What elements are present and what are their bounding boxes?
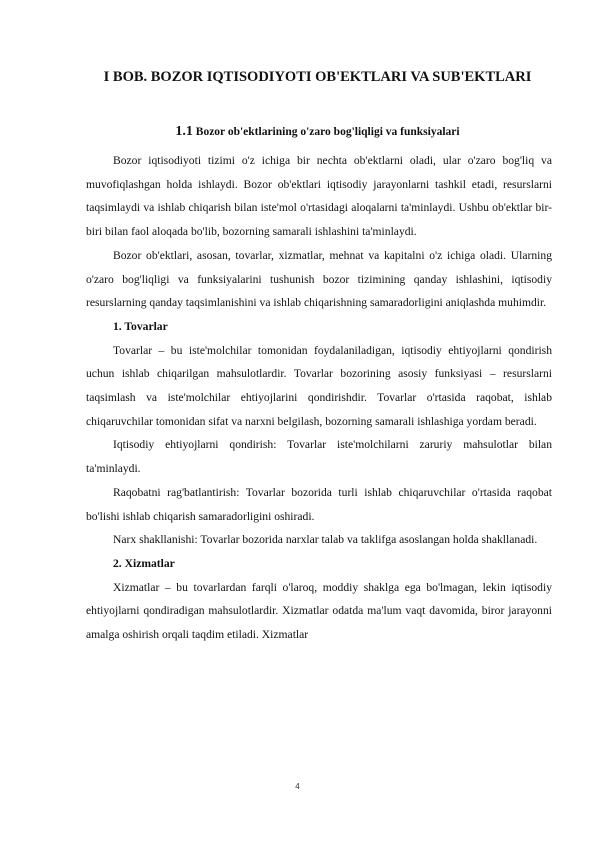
subheading-xizmatlar: 2. Xizmatlar	[113, 556, 175, 570]
paragraph: Bozor ob'ektlari, asosan, tovarlar, xizmatlar, mehnat va kapitalni o'z ichiga oladi. Ularning o'zaro bog'liqligi va funksiyalarini tushunish bozor tizimining qanday ishlashini, iqtisodiy resurslarning qanday taqsimlanishini va ishlab chiqarishning samaradorligini aniqlashda muhimdir.	[86, 248, 552, 310]
paragraph: Xizmatlar – bu tovarlardan farqli o'laroq, moddiy shaklga ega bo'lmagan, lekin iqtisodiy ehtiyojlarni qondiradigan mahsulotlardir. Xizmatlar odatda ma'lum vaqt davomida, biror jarayonni amalga oshirish orqali taqdim etiladi. Xizmatlar	[86, 580, 552, 642]
subheading-tovarlar: 1. Tovarlar	[113, 319, 168, 333]
page-number: 4	[295, 782, 300, 791]
section-number: 1.1	[175, 124, 193, 139]
body-text	[86, 149, 552, 647]
section-title: Bozor ob'ektlarining o'zaro bog'liqligi va funksiyalari	[195, 126, 460, 138]
paragraph: Tovarlar – bu iste'molchilar tomonidan foydalaniladigan, iqtisodiy ehtiyojlarni qondirish uchun ishlab chiqarilgan mahsulotlardir. Tovarlar bozorining asosiy funksiyasi – resurslarni taqsimlash va iste'molchilar ehtiyojlarini qondirishdir. Tovarlar o'rtasida raqobat, ishlab chiqaruvchilar tomonidan sifat va narxni belgilash, bozorning samarali ishlashiga yordam beradi.	[86, 343, 552, 428]
section-heading	[60, 124, 575, 140]
paragraph: Iqtisodiy ehtiyojlarni qondirish: Tovarlar iste'molchilarni zaruriy mahsulotlar bilan ta'minlaydi.	[86, 438, 552, 476]
paragraph: Raqobatni rag'batlantirish: Tovarlar bozorida turli ishlab chiqaruvchilar o'rtasida raqobat bo'lishi ishlab chiqarish samaradorligini oshiradi.	[86, 485, 552, 523]
paragraph: Bozor iqtisodiyoti tizimi o'z ichiga bir nechta ob'ektlarni oladi, ular o'zaro bog'liq va muvofiqlashgan holda ishlaydi. Bozor ob'ektlari iqtisodiy jarayonlarni tashkil etadi, resurslarni taqsimlaydi va ishlab chiqarish bilan iste'mol o'rtasidagi aloqalarni ta'minlaydi. Ushbu ob'ektlar bir-biri bilan faol aloqada bo'lib, bozorning samarali ishlashini ta'minlaydi.	[86, 154, 552, 239]
chapter-title: I BOB. BOZOR IQTISODIYOTI OB'EKTLARI VA SUB'EKTLARI	[103, 69, 532, 85]
paragraph: Narx shakllanishi: Tovarlar bozorida narxlar talab va taklifga asoslangan holda shakllanadi.	[113, 533, 538, 547]
